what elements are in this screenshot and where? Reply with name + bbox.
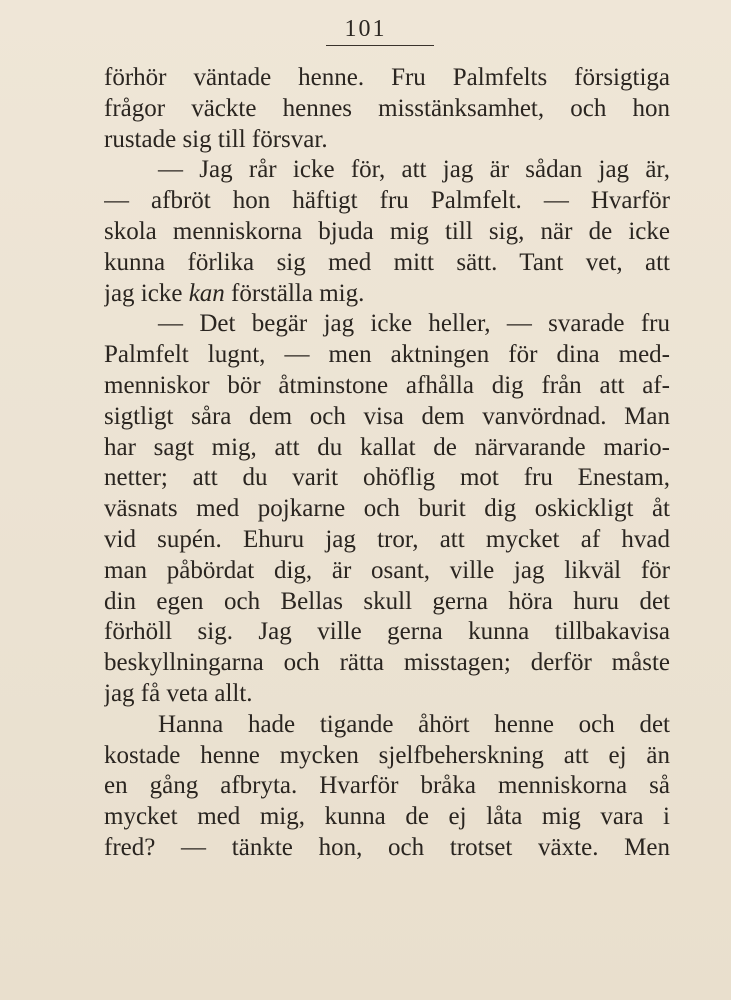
line-text: kunna förlika sig med mitt sätt. Tant vet, att (104, 248, 670, 276)
text-line (104, 741, 670, 772)
text-line (104, 617, 670, 648)
text-line (104, 279, 670, 310)
text-line (104, 155, 670, 186)
line-text-after: förställa mig. (224, 279, 365, 307)
text-line (104, 802, 670, 833)
text-line (104, 371, 670, 402)
header-rule (326, 45, 434, 46)
line-text: din egen och Bellas skull gerna höra huru det (104, 587, 670, 615)
text-line (104, 525, 670, 556)
line-text: en gång afbryta. Hvarför bråka menniskorna så (104, 772, 670, 800)
text-line (104, 248, 670, 279)
emphasized-word: kan (188, 279, 225, 307)
line-text: — Jag rår icke för, att jag är sådan jag är, (158, 156, 670, 184)
text-line (104, 402, 670, 433)
text-line (104, 125, 670, 156)
line-text: förhör väntade henne. Fru Palmfelts försigtiga (104, 64, 670, 91)
line-text: har sagt mig, att du kallat de närvarande mario- (104, 433, 670, 461)
text-line (104, 186, 670, 217)
text-line (104, 833, 670, 864)
text-line (104, 63, 670, 94)
line-text: kostade henne mycken sjelfbeherskning att ej än (104, 741, 670, 769)
text-line (104, 679, 670, 710)
text-line (104, 648, 670, 679)
text-line (104, 494, 670, 525)
line-text: mycket med mig, kunna de ej låta mig vara i (104, 803, 670, 831)
text-line (104, 433, 670, 464)
text-line (104, 771, 670, 802)
line-text: jag icke (104, 279, 189, 307)
line-text: — afbröt hon häftigt fru Palmfelt. — Hvarför (104, 187, 670, 215)
body-text (104, 63, 670, 864)
line-text: sigtligt såra dem och visa dem vanvördnad. Man (104, 402, 670, 430)
text-line (104, 94, 670, 125)
text-line (104, 463, 670, 494)
text-line (104, 710, 670, 741)
text-line (104, 340, 670, 371)
line-text: fred? — tänkte hon, och trotset växte. Men (104, 833, 670, 861)
line-text: rustade sig till försvar. (104, 125, 328, 153)
page-number: 101 (344, 16, 387, 42)
line-text: skola menniskorna bjuda mig till sig, när de icke (104, 217, 670, 245)
line-text: Palmfelt lugnt, — men aktningen för dina med- (104, 341, 670, 369)
text-line (104, 587, 670, 618)
text-line (104, 309, 670, 340)
line-text: netter; att du varit ohöflig mot fru Enestam, (104, 464, 670, 492)
line-text: jag få veta allt. (104, 679, 253, 707)
line-text: man påbördat dig, är osant, ville jag likväl för (104, 556, 670, 584)
line-text: menniskor bör åtminstone afhålla dig från att af- (104, 371, 670, 399)
line-text: väsnats med pojkarne och burit dig oskickligt åt (104, 495, 670, 523)
line-text: vid supén. Ehuru jag tror, att mycket af hvad (104, 525, 670, 553)
line-text: beskyllningarna och rätta misstagen; derför måste (104, 649, 670, 677)
text-line (104, 217, 670, 248)
line-text: Hanna hade tigande åhört henne och det (158, 710, 670, 738)
text-line (104, 556, 670, 587)
line-text: — Det begär jag icke heller, — svarade fru (158, 310, 670, 338)
line-text: förhöll sig. Jag ville gerna kunna tillbakavisa (104, 618, 670, 646)
line-text: frågor väckte hennes misstänksamhet, och hon (104, 94, 670, 122)
